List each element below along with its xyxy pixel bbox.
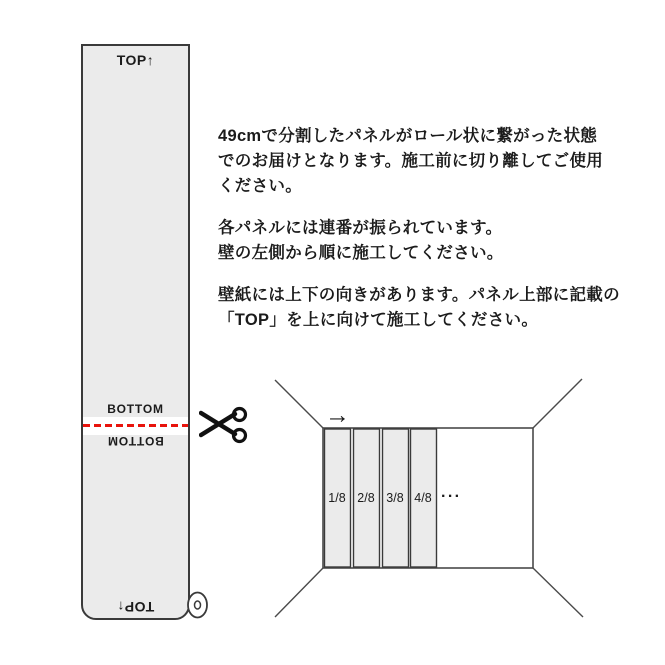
panel-top-label: TOP↑ (116, 52, 155, 68)
wall-panel-label-3: 3/8 (386, 491, 404, 505)
instruction-text (218, 124, 620, 333)
wall-panel-label-1: 1/8 (328, 491, 346, 505)
instruction-paragraph-1 (218, 124, 620, 199)
panel-bottom-label: BOTTOM (107, 402, 164, 416)
wall-panel-label-2: 2/8 (357, 491, 375, 505)
wall-installation-diagram (255, 360, 595, 630)
cut-line (83, 424, 188, 427)
more-panels-ellipsis: ··· (441, 488, 462, 505)
instruction-paragraph-3 (218, 283, 620, 333)
panel-bottom-label-flipped: BOTTOM (107, 434, 164, 448)
instruction-line: 49cmで分割したパネルがロール状に繋がった状態 (218, 127, 598, 145)
instruction-paragraph-2 (218, 216, 620, 266)
instruction-line: 壁の左側から順に施工してください。 (218, 244, 504, 262)
instruction-line: 「TOP」を上に向けて施工してください。 (218, 311, 539, 329)
direction-arrow-icon: → (325, 401, 350, 429)
panel-top-label-flipped: TOP↑ (116, 599, 155, 615)
roll-end-icon (186, 591, 209, 619)
instruction-line: ください。 (218, 177, 302, 195)
instruction-line: 壁紙には上下の向きがあります。パネル上部に記載の (218, 286, 620, 304)
instruction-line: でのお届けとなります。施工前に切り離してご使用 (218, 152, 604, 170)
wall-panel-label-4: 4/8 (414, 491, 432, 505)
scissors-icon (199, 406, 249, 444)
instruction-line: 各パネルには連番が振られています。 (218, 219, 503, 237)
wallpaper-roll-panel (81, 44, 190, 620)
